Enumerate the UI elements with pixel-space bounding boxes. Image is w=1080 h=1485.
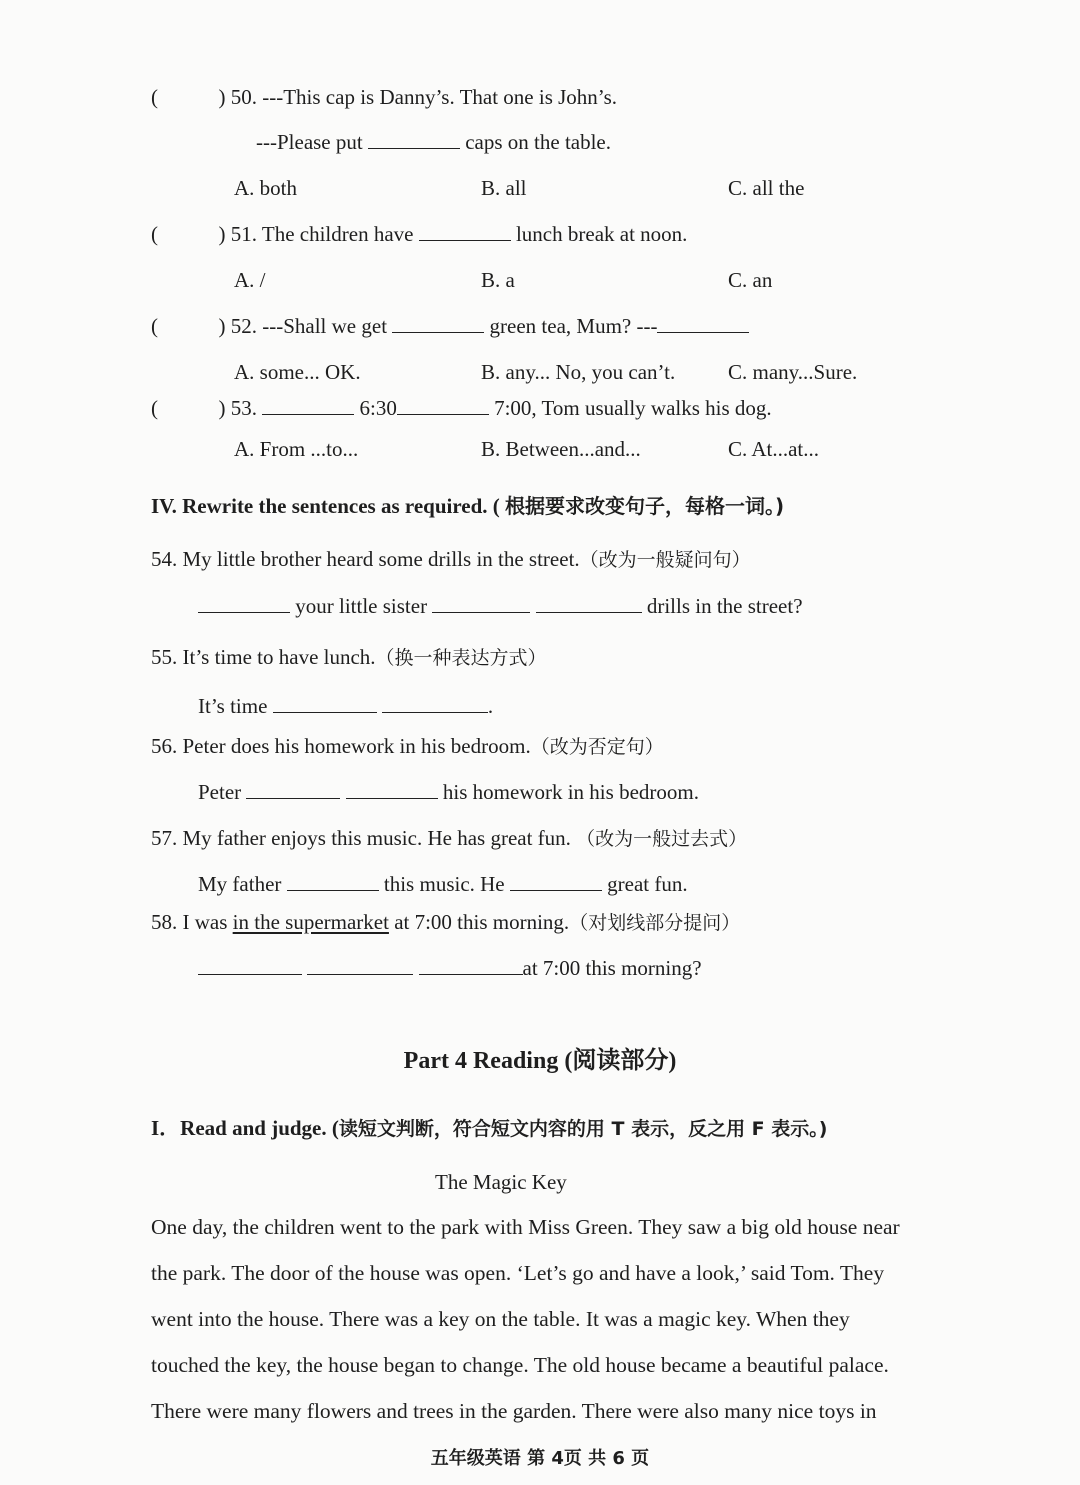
fill-blank[interactable] (307, 954, 413, 975)
fill-blank[interactable] (432, 592, 530, 613)
underlined-phrase: in the supermarket (232, 910, 389, 934)
question-58: 58. I was in the supermarket at 7:00 this morning.（对划线部分提问） (151, 910, 741, 934)
option-a: A. some... OK. (234, 360, 361, 384)
answer-line-57: My father this music. He great fun. (198, 872, 688, 896)
option-c: C. At...at... (728, 437, 820, 461)
story-line: touched the key, the house began to change. The old house became a beautiful palace. (151, 1353, 889, 1377)
read-judge-heading: I．Read and judge. (读短文判断，符合短文内容的用 T 表示，反之用 F 表示。) (151, 1116, 828, 1140)
question-50-line2: ---Please put caps on the table. (256, 130, 611, 154)
answer-line-55: It’s time . (198, 694, 494, 718)
story-line: One day, the children went to the park with Miss Green. They saw a big old house near (151, 1215, 900, 1239)
fill-blank[interactable] (392, 312, 484, 333)
question-54: 54. My little brother heard some drills in the street.（改为一般疑问句） (151, 547, 751, 571)
answer-paren-open: ( (151, 85, 158, 109)
option-b: B. a (481, 268, 515, 292)
question-text: ) 50. ---This cap is Danny’s. That one is John’s. (218, 85, 618, 109)
fill-blank[interactable] (657, 312, 749, 333)
option-c: C. all the (728, 176, 805, 200)
fill-blank[interactable] (397, 394, 489, 415)
story-line: went into the house. There was a key on the table. It was a magic key. When they (151, 1307, 850, 1331)
option-a: A. From ...to... (234, 437, 359, 461)
question-53: ( ) 53. 6:30 7:00, Tom usually walks his dog. (151, 396, 772, 420)
fill-blank[interactable] (536, 592, 642, 613)
question-51: ( ) 51. The children have lunch break at noon. (151, 222, 688, 246)
fill-blank[interactable] (287, 870, 379, 891)
story-line: the park. The door of the house was open. ‘Let’s go and have a look,’ said Tom. They (151, 1261, 885, 1285)
option-b: B. any... No, you can’t. (481, 360, 676, 384)
fill-blank[interactable] (198, 954, 302, 975)
option-a: A. / (234, 268, 266, 292)
fill-blank[interactable] (368, 128, 460, 149)
answer-line-54: your little sister drills in the street? (198, 592, 803, 620)
option-b: B. Between...and... (481, 437, 641, 461)
option-a: A. both (234, 176, 297, 200)
answer-line-58: at 7:00 this morning? (198, 954, 702, 982)
fill-blank[interactable] (262, 394, 354, 415)
question-55: 55. It’s time to have lunch.（换一种表达方式） (151, 645, 547, 669)
fill-blank[interactable] (273, 692, 377, 713)
fill-blank[interactable] (346, 778, 438, 799)
fill-blank[interactable] (419, 220, 511, 241)
story-title: The Magic Key (435, 1170, 567, 1194)
part-title: Part 4 Reading (阅读部分) (403, 1048, 677, 1074)
question-52: ( ) 52. ---Shall we get green tea, Mum? --- (151, 312, 749, 340)
question-56: 56. Peter does his homework in his bedroom.（改为否定句） (151, 734, 664, 758)
option-c: C. many...Sure. (728, 360, 858, 384)
page-footer: 五年级英语 第 4页 共 6 页 (430, 1448, 650, 1469)
option-c: C. an (728, 268, 773, 292)
story-line: There were many flowers and trees in the garden. There were also many nice toys in (151, 1399, 877, 1423)
question-50 (151, 83, 617, 111)
answer-line-56: Peter his homework in his bedroom. (198, 780, 699, 804)
fill-blank[interactable] (510, 870, 602, 891)
fill-blank[interactable] (198, 592, 290, 613)
section-heading: IV. Rewrite the sentences as required. ( 根据要求改变句子，每格一词。) (151, 494, 785, 518)
fill-blank[interactable] (419, 954, 523, 975)
fill-blank[interactable] (382, 692, 488, 713)
question-57: 57. My father enjoys this music. He has great fun. （改为一般过去式） (151, 826, 748, 850)
option-b: B. all (481, 176, 527, 200)
fill-blank[interactable] (246, 778, 340, 799)
